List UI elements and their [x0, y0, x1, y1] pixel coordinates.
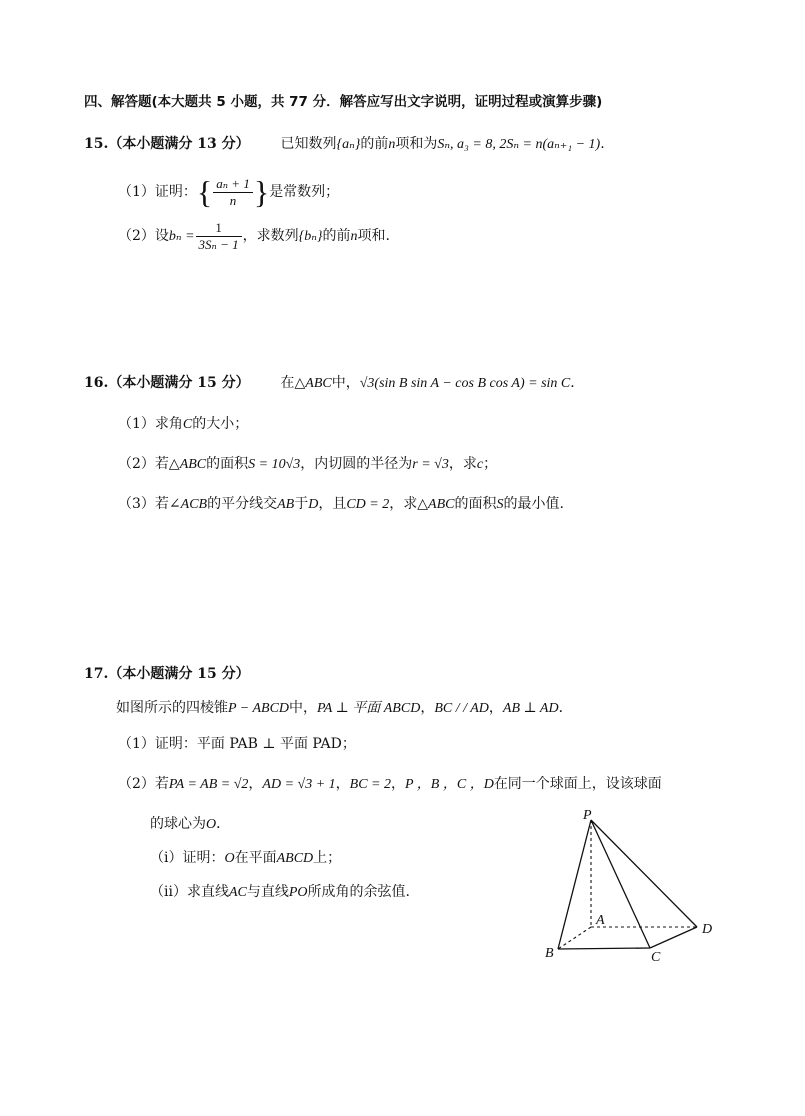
q15-intro3: 项和为	[395, 136, 438, 152]
q16-p3-e: ，且	[318, 496, 347, 512]
q16-p2-b: 的面积	[206, 456, 249, 472]
q17-p2-a: （2）若	[118, 776, 169, 792]
question-17-part-2-cont	[150, 814, 230, 835]
edge-pc	[591, 820, 650, 948]
q16-p2-d: ，求	[448, 456, 477, 472]
q17-p2-d: ．	[216, 816, 231, 832]
q16-p3-d: D	[308, 497, 319, 512]
q17-pyramid: P − ABCD	[228, 701, 290, 716]
q17-p2-eq1: PA = AB = √2	[168, 777, 249, 792]
label-c: C	[651, 950, 661, 965]
question-16-part-3	[118, 494, 564, 515]
q17-p2-points: P ，B ，C ，D	[405, 777, 494, 792]
question-15-score: （本小题满分 13 分）	[108, 136, 250, 152]
question-15-part-1: （1）证明：{ $\frac{\text{aₙ + 1}}{n}$ }是常数列；	[118, 174, 340, 210]
q17-pii-ac: AC	[228, 885, 247, 900]
q16-p2-area: S = 10√3	[248, 457, 301, 472]
q16-p3-cd: CD = 2	[346, 497, 390, 512]
q15-p2-fraction	[196, 220, 242, 253]
q17-pii-po: PO	[288, 885, 308, 900]
q15-condition: Sₙ, a₃ = 8, 2Sₙ = n(aₙ₊₁ − 1)	[437, 137, 601, 152]
q15-p2-tail2: 的前	[322, 228, 351, 244]
question-15-header: 15.（本小题满分 13 分） 已知数列{aₙ}的前n项和为Sₙ, a₃ = 8, 2Sₙ = n(aₙ₊₁ − 1).	[84, 136, 605, 152]
q15-p2-label: （2）设	[118, 228, 169, 244]
q15-p2-denominator: 3Sₙ − 1	[198, 236, 239, 252]
question-17-part-1	[118, 734, 356, 754]
question-15-part-2	[118, 216, 390, 256]
q16-p1-tail: 的大小；	[192, 416, 249, 432]
q15-p2-b: bₙ =	[168, 229, 195, 244]
q17-cond-1: PA ⊥ 平面 ABCD	[317, 701, 421, 716]
q16-p2-c: ，内切圆的半径为	[300, 456, 413, 472]
q15-intro2: 的前	[360, 136, 389, 152]
question-17-part-2: （2）若PA = AB = √2，AD = √3 + 1，BC = 2，P ，B ，C ，D在同一个球面上，设该球面	[118, 776, 662, 792]
q17-intro-end: ．	[558, 700, 573, 716]
question-16-header	[84, 373, 584, 394]
question-16-score: （本小题满分 15 分）	[108, 375, 250, 391]
question-17-part-2-i	[150, 848, 341, 869]
question-15-number: 15.	[84, 136, 109, 152]
question-16-part-1	[118, 414, 248, 435]
label-a: A	[596, 913, 605, 928]
edge-pd	[591, 820, 697, 927]
q15-p1-fraction	[213, 176, 253, 209]
q17-p2-c: 的球心为	[150, 816, 206, 832]
q16-p2-a: （2）若△	[118, 456, 180, 472]
question-17-number: 17.	[84, 666, 109, 682]
q16-p3-s: S	[496, 497, 504, 512]
q17-p2-eq3: BC = 2	[349, 777, 391, 792]
q15-p2-tail3: 项和.	[357, 228, 390, 244]
q16-p3-h: 的最小值.	[503, 496, 564, 512]
q16-p1-c: C	[182, 417, 193, 432]
label-b: B	[545, 946, 554, 961]
q17-pii-c: 所成角的余弦值.	[307, 884, 410, 900]
q17-cond-3: AB ⊥ AD	[502, 701, 559, 716]
q15-p2-n: n	[350, 229, 358, 244]
q15-p1-label: （1）证明：	[118, 184, 197, 200]
question-17-intro	[116, 698, 573, 719]
q15-p2-seq: {bₙ}	[298, 229, 323, 244]
label-p: P	[583, 808, 592, 823]
q15-p2-tail: ，求数列	[242, 228, 299, 244]
q15-intro: 已知数列	[280, 136, 337, 152]
q17-sep-1: ，	[420, 700, 435, 716]
q17-pi-c: 上；	[313, 850, 342, 866]
q17-pii-a: （ⅱ）求直线	[150, 884, 229, 900]
q17-pii-b: 与直线	[246, 884, 289, 900]
q16-p3-a: （3）若	[118, 496, 169, 512]
q15-p1-numerator: aₙ + 1	[213, 176, 253, 193]
section-header: 四、解答题(本大题共 5 小题，共 77 分．解答应写出文字说明，证明过程或演算步骤)	[84, 94, 603, 110]
q15-n: n	[388, 137, 396, 152]
q17-p2-o: O	[206, 817, 217, 832]
question-16-number: 16.	[84, 375, 109, 391]
question-16-part-2	[118, 454, 497, 475]
q17-pi-a: （ⅰ）证明：	[150, 850, 225, 866]
q17-p1-text: （1）证明：平面 PAB ⊥ 平面 PAD；	[118, 736, 356, 752]
question-17-header	[84, 664, 250, 684]
q16-p1-text: （1）求角	[118, 416, 183, 432]
q16-p2-abc: ABC	[179, 457, 207, 472]
q16-p2-e: ；	[483, 456, 498, 472]
q17-pi-b: 在平面	[234, 850, 277, 866]
edge-pb	[558, 820, 591, 949]
q16-p3-angle: ∠ACB	[168, 497, 208, 512]
q17-pi-o: O	[224, 851, 235, 866]
edge-cd	[650, 927, 697, 948]
q16-intro: 在△	[280, 375, 306, 391]
q16-equation: √3(sin B sin A − cos B cos A) = sin C	[359, 376, 571, 391]
q17-pi-abcd: ABCD	[276, 851, 314, 866]
q15-p2-numerator: 1	[196, 220, 242, 237]
q16-p2-var: c	[476, 457, 484, 472]
label-d: D	[702, 922, 713, 937]
edge-bc	[558, 948, 650, 949]
q17-sep-2: ，	[488, 700, 503, 716]
q17-intro-b: 中，	[289, 700, 318, 716]
q16-p3-f: ，求△	[389, 496, 429, 512]
question-17-score: （本小题满分 15 分）	[108, 666, 250, 682]
q16-p3-ab: AB	[277, 497, 295, 512]
q17-intro-a: 如图所示的四棱锥	[116, 700, 228, 716]
q16-abc: ABC	[305, 376, 332, 391]
pyramid-figure	[538, 806, 728, 966]
q17-p2-eq2: AD = √3 + 1	[262, 777, 336, 792]
question-17-part-2-ii	[150, 882, 410, 903]
q15-seq-a: {aₙ}	[336, 137, 361, 152]
q16-intro2: 中，	[331, 375, 360, 391]
q16-p3-g: 的面积	[454, 496, 497, 512]
q15-p1-denominator: n	[229, 192, 237, 208]
q16-p3-b: 的平分线交	[207, 496, 278, 512]
q16-p3-c: 于	[294, 496, 309, 512]
q16-p3-abc: ABC	[428, 497, 455, 512]
q15-p1-tail: 是常数列；	[269, 184, 340, 200]
q17-p2-b: 在同一个球面上，设该球面	[493, 776, 662, 792]
q16-period: ．	[570, 375, 585, 391]
q16-p2-r: r = √3	[412, 457, 449, 472]
q17-cond-2: BC / / AD	[434, 701, 489, 716]
